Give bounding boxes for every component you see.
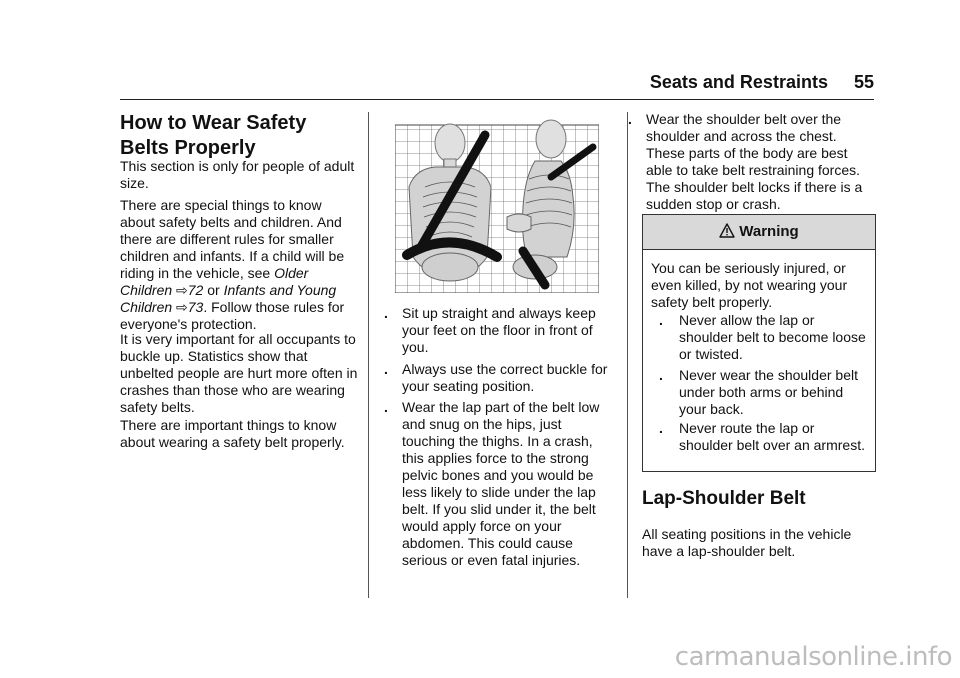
paragraph-lap-shoulder: All seating positions in the vehicle have a lap-shoulder belt. [642, 526, 852, 559]
paragraph-adult-size: This section is only for people of adult size. [120, 158, 355, 191]
link-infants-young-children[interactable]: Infants and Young Children [120, 282, 337, 315]
link-infants-young-children-page[interactable]: 73 [187, 299, 204, 315]
link-older-children[interactable]: Older Children [120, 265, 309, 298]
footer-watermark: carmanualsonline.info [674, 642, 952, 672]
warning-triangle-icon [719, 223, 735, 238]
page-reference-icon: ⇨ [176, 282, 188, 298]
warning-box: Warning You can be seriously injured, or even killed, by not wearing your safety belt properly. . Never allow the lap or shoulder belt to become loose or twisted. . Never wear the shoulder belt under both arms or behind your back. . Never route the lap or shoulder belt over an armrest. [642, 214, 876, 472]
link-older-children-page[interactable]: 72 [187, 282, 204, 298]
page-reference-icon: ⇨ [176, 299, 188, 315]
safety-belt-posture-illustration [395, 117, 599, 293]
lap-shoulder-belt-heading: Lap-Shoulder Belt [642, 488, 806, 509]
header-rule [120, 99, 874, 100]
column-divider-right [627, 112, 628, 598]
page-header [650, 72, 874, 93]
page-number: 55 [853, 72, 874, 92]
column-divider-left [368, 112, 369, 598]
paragraph-buckle-up: It is very important for all occupants to buckle up. Statistics show that unbelted people are hurt more often in crashes than those who are wearing safety belts. [120, 331, 358, 415]
warning-header [643, 215, 875, 250]
paragraph-important-things: There are important things to know about wearing a safety belt properly. [120, 417, 345, 450]
paragraph-children-rules: There are special things to know about safety belts and children. And there are different rules for smaller children and infants. If a child will be riding in the vehicle, see Older Children ⇨72 or Infants and Young Children ⇨73. Follow those rules for everyone's protection. [120, 197, 345, 332]
section-heading: How to Wear Safety Belts Properly [120, 112, 307, 159]
warning-title: Warning [739, 223, 799, 240]
section-title: Seats and Restraints [649, 72, 828, 92]
warning-intro: You can be seriously injured, or even killed, by not wearing your safety belt properly. [651, 260, 848, 310]
